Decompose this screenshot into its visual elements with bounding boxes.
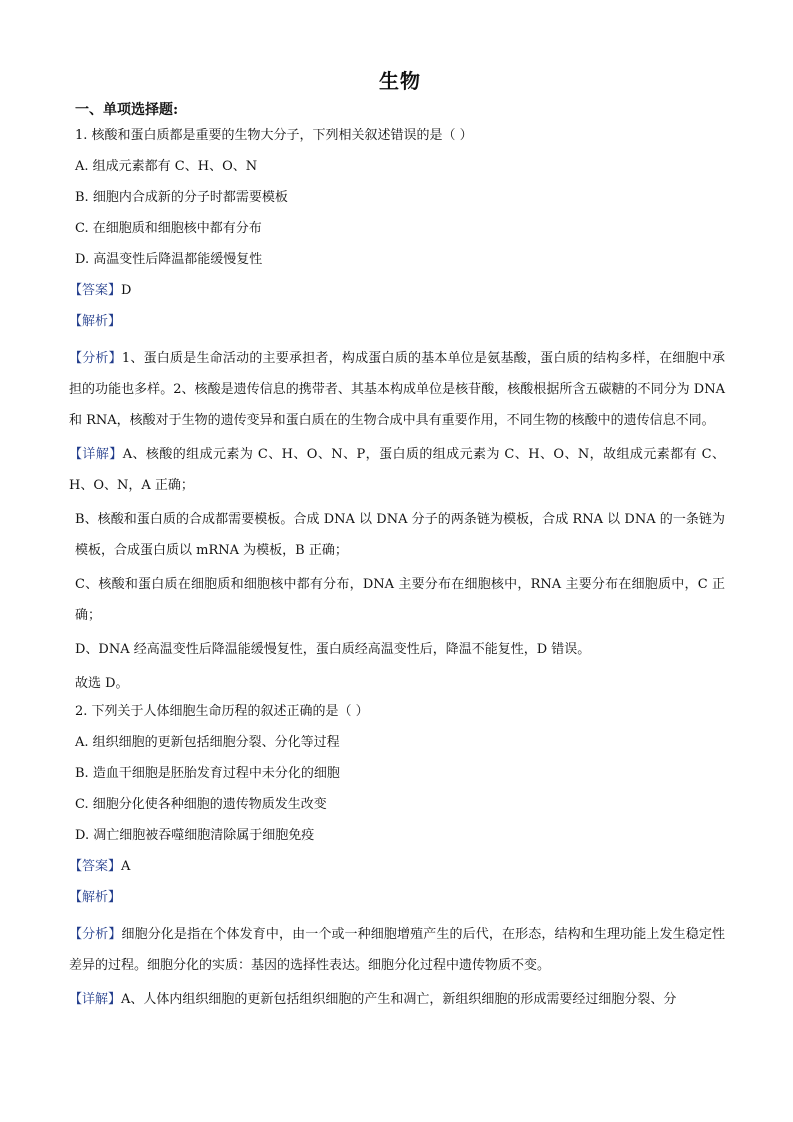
question-1-analysis-tag [69, 312, 725, 332]
question-1-xiangjie-b: B、核酸和蛋白质的合成都需要模板。合成 DNA 以 DNA 分子的两条链为模板，合成 RNA 以 DNA 的一条链为模板，合成蛋白质以 mRNA 为模板，B 正确； [75, 512, 725, 558]
question-1-stem: 1. 核酸和蛋白质都是重要的生物大分子，下列相关叙述错误的是（ ） [75, 128, 473, 143]
question-2-stem: 2. 下列关于人体细胞生命历程的叙述正确的是（ ） [75, 704, 369, 719]
fenxi-tag: 【分析】 [69, 351, 122, 366]
question-2-option-b: B. 造血干细胞是胚胎发育过程中未分化的细胞 [75, 766, 340, 781]
page-title: 生物 [379, 69, 421, 93]
question-2-fenxi: 【分析】细胞分化是指在个体发育中，由一个或一种细胞增殖产生的后代，在形态，结构和生理功能上发生稳定性差异的过程。细胞分化的实质：基因的选择性表达。细胞分化过程中遗传物质不变。 [69, 927, 725, 973]
fenxi-tag: 【分析】 [69, 927, 122, 942]
question-2-answer: 【答案】A [69, 859, 131, 874]
analysis-tag: 【解析】 [69, 314, 122, 329]
answer-tag: 【答案】 [69, 859, 122, 874]
analysis-tag: 【解析】 [69, 890, 122, 905]
question-1-answer: 【答案】D [69, 283, 132, 298]
question-1-option-c: C. 在细胞质和细胞核中都有分布 [75, 221, 262, 236]
question-2-analysis-tag [69, 888, 725, 908]
question-2-option-a: A. 组织细胞的更新包括细胞分裂、分化等过程 [75, 735, 340, 750]
xiangjie-tag: 【详解】 [69, 447, 123, 462]
question-1-fenxi: 【分析】1、蛋白质是生命活动的主要承担者，构成蛋白质的基本单位是氨基酸，蛋白质的结构多样，在细胞中承担的功能也多样。2、核酸是遗传信息的携带者、其基本构成单位是核苷酸，核酸根据所含五碳糖的不同分为 DNA 和 RNA，核酸对于生物的遗传变异和蛋白质在的生物合成中具有重要作用，不同生物的核酸中的遗传信息不同。 [69, 351, 725, 428]
question-1-xiangjie-c: C、核酸和蛋白质在细胞质和细胞核中都有分布，DNA 主要分布在细胞核中，RNA 主要分布在细胞质中，C 正确； [75, 577, 725, 623]
question-1-option-b: B. 细胞内合成新的分子时都需要模板 [75, 190, 288, 205]
question-1-xiangjie-a: 【详解】A、核酸的组成元素为 C、H、O、N、P，蛋白质的组成元素为 C、H、O、N，故组成元素都有 C、H、O、N，A 正确； [69, 447, 725, 493]
xiangjie-tag: 【详解】 [69, 992, 122, 1007]
answer-tag: 【答案】 [69, 283, 122, 298]
question-1-xiangjie-d: D、DNA 经高温变性后降温能缓慢复性，蛋白质经高温变性后，降温不能复性，D 错误。 [75, 642, 591, 657]
question-1-option-a: A. 组成元素都有 C、H、O、N [75, 159, 258, 174]
question-2-option-c: C. 细胞分化使各种细胞的遗传物质发生改变 [75, 797, 327, 812]
question-2-xiangjie: 【详解】A、人体内组织细胞的更新包括组织细胞的产生和凋亡，新组织细胞的形成需要经过细胞分裂、分 [69, 992, 677, 1007]
question-1-conclusion: 故选 D。 [75, 676, 129, 691]
section-heading: 一、单项选择题: [75, 102, 179, 118]
question-2-option-d: D. 凋亡细胞被吞噬细胞清除属于细胞免疫 [75, 828, 315, 843]
document-page [69, 66, 725, 1015]
question-1-option-d: D. 高温变性后降温都能缓慢复性 [75, 252, 263, 267]
